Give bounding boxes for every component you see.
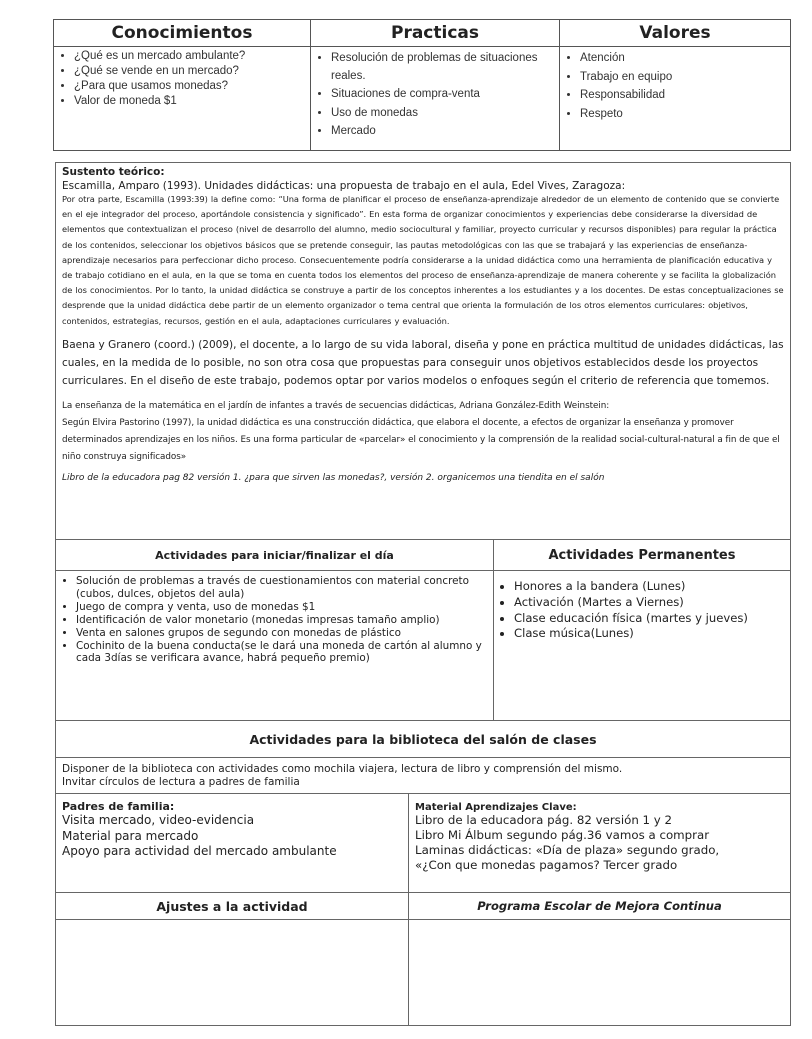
list-item: • Juego de compra y venta, uso de monedas $1 [76,601,487,614]
padres-cell [56,794,409,893]
material-line: Laminas didácticas: «Día de plaza» segundo grado, [415,843,720,857]
list-item: • Responsabilidad [580,86,784,105]
list-item: • Venta en salones grupos de segundo con monedas de plástico [76,627,487,640]
planning-table [55,162,791,1026]
sustento-title: Sustento teórico: [62,166,165,178]
list-item: • Trabajo en equipo [580,68,784,87]
list-item: • Cochinito de la buena conducta(se le dará una moneda de cartón al alumno y cada 3días se verificara avance, habrá pequeño premio) [76,640,487,666]
header-valores: Valores [560,20,791,47]
list-item: • ¿Qué se vende en un mercado? [74,64,304,79]
practicas-list [317,49,553,141]
ajustes-header: Ajustes a la actividad [56,893,409,920]
sustento-cell [56,163,791,540]
list-item: • Valor de moneda $1 [74,94,304,109]
biblioteca-header: Actividades para la biblioteca del salón de clases [56,721,791,758]
sustento-paragraph [62,398,784,466]
list-item: • Mercado [331,122,553,141]
sustento-note: Libro de la educadora pag 82 versión 1. ¿para que sirven las monedas?, versión 2. organicemos una tiendita en el salón [62,472,605,483]
header-conocimientos: Conocimientos [54,20,311,47]
actividades-permanentes-cell [494,571,791,721]
list-item: • Uso de monedas [331,104,553,123]
programa-cell [409,920,791,1026]
ajustes-cell [56,920,409,1026]
header-practicas: Practicas [311,20,560,47]
list-item: • Situaciones de compra-venta [331,85,553,104]
list-item: • Activación (Martes a Viernes) [514,595,784,611]
padres-line: Visita mercado, video-evidencia [62,813,255,827]
padres-title: Padres de familia: [62,800,175,813]
list-item: • Identificación de valor monetario (monedas impresas tamaño amplio) [76,614,487,627]
biblioteca-line: Invitar círculos de lectura a padres de familia [62,775,300,788]
sustento-paragraph: Por otra parte, Escamilla (1993:39) la define como: “Una forma de planificar el proceso de enseñanza-aprendizaje alrededor de un elemento de contenido que se convierte en el eje integrador del proceso, aportándole consistencia y significado”. En esta forma de organizar conocimientos y experiencias debe considerarse la diversidad de elementos que contextualizan el proceso (nivel de desarrollo del alumno, medio sociocultural y familiar, proyecto curricular y recursos disponibles) para regular la práctica de los contenidos, seleccionar los objetivos básicos que se pretende conseguir, las pautas metodológicas con las que se trabajará y las experiencias de enseñanza-aprendizaje necesarios para perfeccionar dicho proceso. Consecuentemente podría considerarse a la unidad didáctica como una herramienta de planificación educativa y de trabajo cotidiano en el aula, en la que se toma en cuenta todos los elementos del proceso de enseñanza-aprendizaje de manera coherente y se facilita la globalización de los conocimientos. Por lo tanto, la unidad didáctica se construye a partir de los conceptos inherentes a los estudiantes y a los docentes. De estas conceptualizaciones se desprende que la unidad didáctica debe partir de un elemento organizador o tema central que orienta la formulación de los otros elementos curriculares: objetivos, contenidos, estrategias, recursos, gestión en el aula, adaptaciones curriculares y evaluación. [62,194,784,326]
sustento-reference: La enseñanza de la matemática en el jardín de infantes a través de secuencias didácticas, Adriana González-Edith Weinstein: [62,400,610,411]
list-item: • Solución de problemas a través de cuestionamientos con material concreto (cubos, dulces, objetos del aula) [76,575,487,601]
list-item: • Clase música(Lunes) [514,626,784,642]
conocimientos-list [60,49,304,109]
list-item: • Atención [580,49,784,68]
actividades-permanentes-list [500,579,784,642]
conocimientos-cell [54,47,311,151]
actividades-permanentes-header: Actividades Permanentes [494,540,791,571]
list-item: • ¿Para que usamos monedas? [74,79,304,94]
valores-cell [560,47,791,151]
programa-header: Programa Escolar de Mejora Continua [409,893,791,920]
actividades-iniciar-list [62,575,487,665]
actividades-iniciar-header: Actividades para iniciar/finalizar el día [56,540,494,571]
list-item: • Respeto [580,105,784,124]
material-line: Libro Mi Álbum segundo pág.36 vamos a comprar [415,828,710,842]
sustento-paragraph: Baena y Granero (coord.) (2009), el docente, a lo largo de su vida laboral, diseña y pone en práctica multitud de unidades didácticas, las cuales, en la medida de lo posible, no son otra cosa que propuestas para conseguir unos objetivos establecidos desde los proyectos curriculares. En el diseño de este trabajo, podemos optar por varios modelos o enfoques según el criterio de referencia que tomemos. [62,338,784,387]
list-item: • Clase educación física (martes y jueves) [514,611,784,627]
padres-line: Material para mercado [62,828,199,843]
material-cell [409,794,791,893]
padres-line: Apoyo para actividad del mercado ambulante [62,844,337,858]
list-item: • Honores a la bandera (Lunes) [514,579,784,595]
list-item: • ¿Qué es un mercado ambulante? [74,49,304,64]
material-title: Material Aprendizajes Clave: [415,802,577,813]
biblioteca-line: Disponer de la biblioteca con actividades como mochila viajera, lectura de libro y comprensión del mismo. [62,763,623,775]
sustento-citation: Escamilla, Amparo (1993). Unidades didácticas: una propuesta de trabajo en el aula, Edel Vives, Zaragoza: [62,180,626,192]
curriculum-table [53,19,791,151]
material-line: «¿Con que monedas pagamos? Tercer grado [415,858,678,872]
actividades-iniciar-cell [56,571,494,721]
sustento-quote: Según Elvira Pastorino (1997), la unidad didáctica es una construcción didáctica, que elabora el docente, a efectos de organizar la enseñanza y promover determinados aprendizajes en los niños. Es una forma particular de «parcelar» el conocimiento y la comprensión de la realidad social-cultural-natural a fin de que el niño construya significados» [62,417,780,462]
valores-list [566,49,784,123]
biblioteca-cell [56,758,791,794]
practicas-cell [311,47,560,151]
material-line: Libro de la educadora pág. 82 versión 1 y 2 [415,813,673,827]
list-item: • Resolución de problemas de situaciones reales. [331,49,553,85]
